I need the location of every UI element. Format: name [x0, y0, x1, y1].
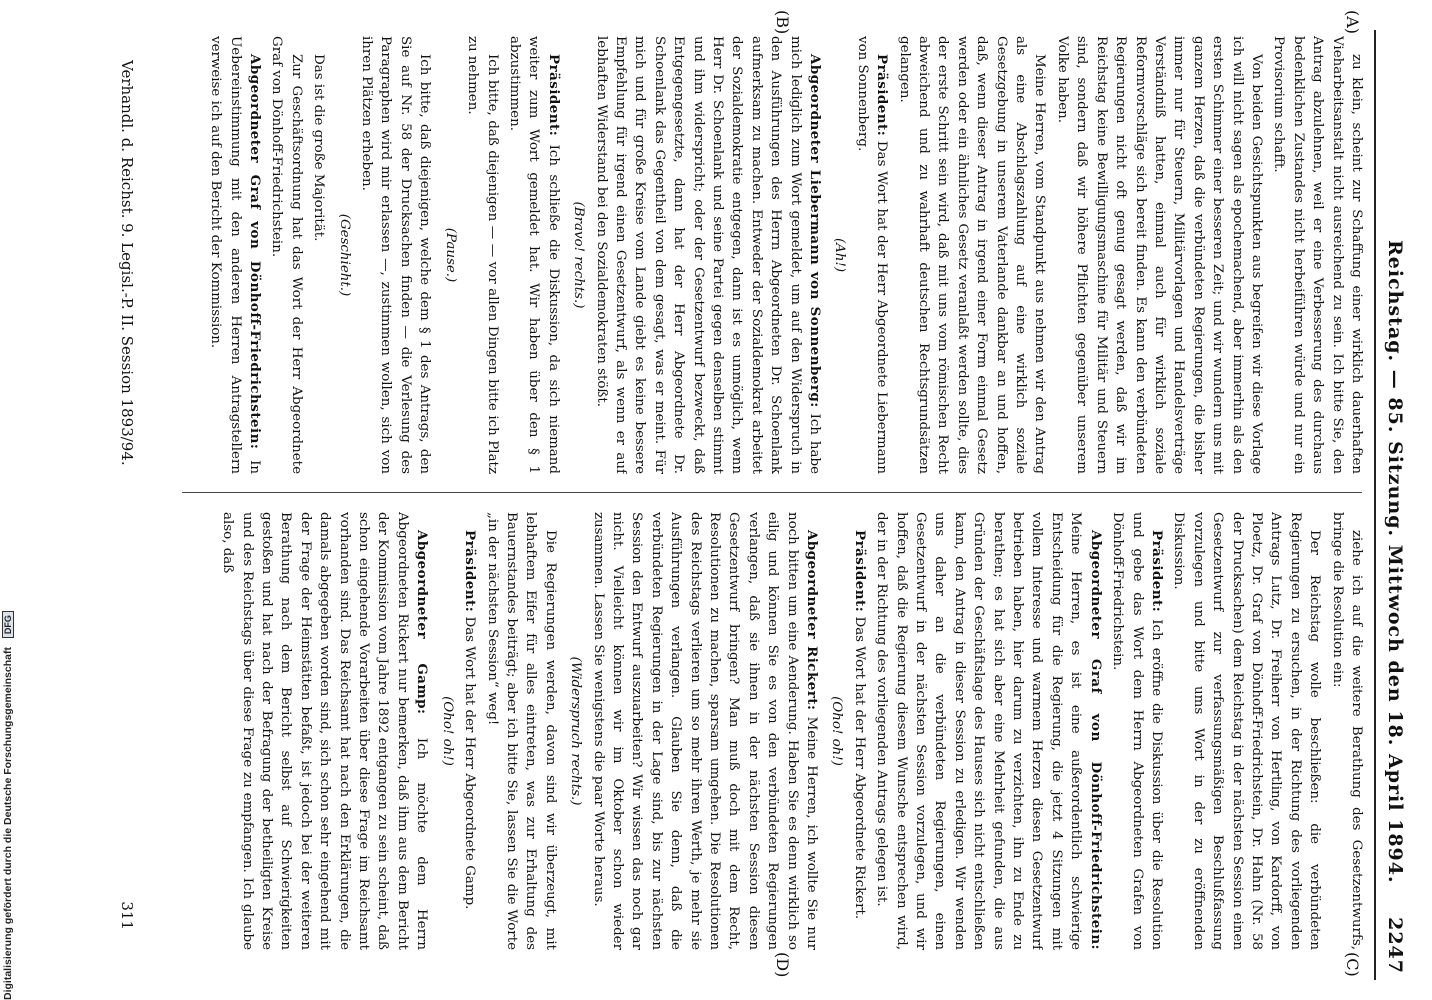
body-paragraph: Ich bitte, daß diejenigen — — vor allen Dingen bitte ich Platz zu nehmen. — [465, 36, 500, 474]
speech-text: Das Wort hat der Herr Abgeordnete Liebermann von Sonnenberg. — [854, 36, 890, 474]
speaker-name: Präsident: — [851, 530, 868, 613]
speech-text: Ich eröffne die Diskussion über die Resolution und gebe das Wort dem Herrn Abgeordneten Grafen von Dönhoff-Friedrichstein. — [1110, 512, 1164, 950]
speech-paragraph — [588, 512, 821, 950]
speaker-name: Abgeordneter Graf von Dönhoff-Friedrichstein: — [1087, 530, 1104, 950]
speech-paragraph — [872, 512, 1105, 950]
body-paragraph: Die Regierungen werden, davon sind wir überzeugt, mit lebhaftem Eifer für alles eintreten, was zur Erhaltung des Bauernstandes beiträgt; aber ich bitte Sie, lassen Sie die Worte „in der nächsten Session“ weg! — [484, 512, 558, 950]
body-paragraph: Meine Herren, vom Standpunkt aus nehmen wir den Antrag als eine Abschlagszahlung auf eine wirklich soziale Gesetzgebung in unserem Vaterlande dankbar an und hoffen, daß, wenn dieser Antrag in irgend einer Form einmal Gesetz werden oder ein ähnliches Gesetz veranlaßt werden sollte, dies der erste Schritt sein wird, daß mit uns vom römischen Recht abweichend und zu wahrhaft deutschen Rechtsgrundsätzen gelangen. — [896, 36, 1048, 474]
speech-text: Ich möchte dem Herrn Abgeordneten Rickert nur bemerken, daß ihm aus dem Bericht der Kommission vom Jahre 1892 entgangen zu sein scheint, daß schon eingehende Vorarbeiten über diese Frage im Reichsamt vorhanden sind. Das Reichsamt hat nach den Erklärungen, die damals abgegeben worden sind, sich schon sehr eingehend mit der Frage der Heimstätten befaßt, ist jedoch bei der weiteren Berathung nach dem Bericht selbst auf Schwierigkeiten gestoßen und hat nach der Befragung der betheiligten Kreise und des Reichstags über diese Frage zu empfangen. Ich glaube also, daß — [220, 512, 430, 950]
speaker-name: Präsident: — [1148, 530, 1165, 613]
speech-text: Das Wort hat der Herr Abgeordnete Gamp. — [462, 616, 478, 910]
margin-marker-d: (D) — [773, 952, 792, 978]
stage-direction: (Oho! oh!) — [829, 696, 845, 766]
speech-text: Das Wort hat der Herr Abgeordnete Rickert. — [851, 616, 867, 920]
footer-signature: 311 — [118, 901, 136, 930]
footer-source: Verhandl. d. Reichst. 9. Legisl.-P. II. Session 1893/94. — [118, 60, 136, 466]
stage-direction: (Geschieht.) — [336, 213, 352, 297]
body-paragraph: Ich bitte, daß diejenigen, welche dem § 1 des Antrags, den Sie auf Nr. 58 der Drucksachen finden — die Verlesung des Paragraphen wird mir erlassen —, zustimmen wollen, sich von ihren Plätzen erheben. — [359, 36, 433, 474]
speech-paragraph — [852, 36, 891, 474]
stage-direction: (Bravo! rechts.) — [571, 201, 587, 309]
credit-text: Digitalisierung gefördert durch die Deutsche Forschungsgemeinschaft — [2, 647, 14, 1000]
page-footer — [118, 60, 136, 940]
speech-text: In Uebereinstimmung mit den anderen Herren Antragstellern verweise ich auf den Bericht der Kommission. — [208, 36, 263, 474]
body-paragraph: Zur Geschäftsordnung hat das Wort der Herr Abgeordnete Graf von Dönhoff-Friedrichstein. — [269, 36, 304, 474]
stage-direction: (Oho! oh!) — [439, 696, 455, 766]
speaker-name: Abgeordneter Liebermann von Sonnenberg: — [807, 54, 824, 408]
scanned-page — [60, 0, 1432, 1000]
stage-direction: (Pause.) — [442, 227, 458, 283]
speech-paragraph — [460, 512, 479, 950]
digitalisation-credit — [2, 0, 20, 1000]
speech-text: Meine Herren, ich wollte Sie nur noch bitten um eine Aenderung. Haben Sie es denn wirklich so eilig und können Sie es von den verbündeten Regierungen verlangen, daß sie ihnen in der nächsten Session diesen Gesetzentwurf bringen? Man muß doch mit dem Recht, Resolutionen zu machen, sparsam umgehen. Die Resolutionen des Reichstags verlieren um so mehr ihren Werth, je mehr sie Ausführungen verlangen. Glauben Sie denn, daß die verbündeten Regierungen in der Lage sind, bis zur nächsten Session den Entwurf auszuarbeiten? Wir wissen das noch gar nicht. Vielleicht können wir im Oktober schon wieder zusammen. Lassen Sie wenigstens die paar Worte heraus. — [590, 512, 820, 950]
header-title: Reichstag. — 85. Sitzung. Mittwoch den 18. April 1894. — [1384, 240, 1406, 884]
left-column — [166, 36, 1366, 474]
stage-direction: (Widerspruch rechts.) — [568, 656, 584, 806]
speaker-name: Abgeordneter Rickert: — [804, 530, 821, 711]
speech-text: Ich habe mich lediglich zum Wort gemeldet, um auf den Widerspruch in den Ausführungen des Herrn Abgeordneten Dr. Schoenlank aufmerksam zu machen. Entweder der Sozialdemokrat arbeitet der Sozialdemokratie entgegen, dann ist es unmöglich, wenn Herr Dr. Schoenlank und seine Partei gegen denselben stimmt und ihm widerspricht; oder der Gesetzentwurf bezweckt, daß Entgegengesetzte, dann hat der Herr Abgeordnete Dr. Schoenlank das Gegentheil von dem gesagt, was er meint. Für mich und für große Kreise vom Lande giebt es keine bessere Empfehlung für irgend einen Gesetzentwurf, als wenn er auf lebhaften Widerstand bei den Sozialdemokraten stößt. — [593, 36, 823, 474]
speech-paragraph — [849, 512, 868, 950]
body-paragraph: ziehe ich auf die weitere Berathung des Gesetzentwurfs, bringe die Resolution ein: — [1329, 512, 1364, 950]
dfg-logo: DFG — [2, 611, 14, 638]
right-column — [166, 512, 1366, 950]
speech-paragraph — [206, 36, 264, 474]
page-number: 2247 — [1384, 917, 1406, 974]
margin-marker-a: (A) — [1343, 10, 1362, 35]
body-paragraph: Von beiden Gesichtspunkten aus begreifen wir diese Vorlage ich will nicht sagen als epochemachend, aber immerhin als den ersten Schimmer einer besseren Zeit; und wir wundern uns mit ganzem Herzen, daß die verbündeten Regierungen, die bisher immer nur für Steuern, Militärvorlagen und Handelsverträge Verständniß hatten, einmal auch für wirklich soziale Reformvorschläge sich bereit finden. Es kann den verbündeten Regierungen nicht oft genug gesagt werden, daß wir im Reichstag keine Bewilligungsmaschine für Militär und Steuern sind, sondern daß wir höhere Pflichten gegenüber unserem Volke haben. — [1054, 36, 1264, 474]
speech-text: Ich schließe die Diskussion, da sich niemand weiter zum Wort gemeldet hat. Wir haben über den § 1 abzustimmen. — [506, 36, 561, 474]
speech-paragraph — [218, 512, 431, 950]
speech-paragraph — [591, 36, 824, 474]
margin-marker-b: (B) — [773, 10, 792, 35]
body-paragraph: Das ist die große Majorität. — [311, 54, 327, 242]
speaker-name: Präsident: — [545, 54, 562, 137]
speaker-name: Abgeordneter Graf von Dönhoff-Friedrichstein: — [247, 54, 264, 450]
speech-paragraph — [505, 36, 563, 474]
margin-marker-c: (C) — [1343, 952, 1362, 977]
speaker-name: Präsident: — [462, 530, 479, 613]
speech-text: Meine Herren, es ist eine außerordentlich schwierige Entscheidung für die Regierung, die jetzt 4 Sitzungen mit vollem Interesse und warmem Herzen diesen Gesetzentwurf betrieben haben, hier darum zu verzichten, ihn zu Ende zu berathen; es hat sich aber eine Mehrheit gefunden, die aus Gründen der Geschäftslage des Hauses sich nicht entschließen kann, den Antrag in dieser Session zu erledigen. Wir wenden uns daher an die verbündeten Regierungen, einen Gesetzentwurf in der nächsten Session vorzulegen, und wir hoffen, daß die Regierung diesem Wunsche entsprechen wird, der in der Richtung des vorliegenden Antrags gelegen ist. — [874, 512, 1084, 950]
speech-paragraph — [1108, 512, 1166, 950]
page-header — [1374, 30, 1410, 980]
body-paragraph: Der Reichstag wolle beschließen: die verbündeten Regierungen zu ersuchen, in der Richtung des vorliegenden Antrags Lutz, Dr. Freiherr von Hertling, von Kardorff, von Ploetz, Dr. Graf von Dönhoff-Friedrichstein, Dr. Hahn (Nr. 58 der Drucksachen) dem Reichstag in der nächsten Session einen Gesetzentwurf zur verfassungsmäßigen Beschlußfassung vorzulegen und bitte ums Wort in der zu eröffnenden Diskussion. — [1171, 512, 1323, 950]
column-divider — [182, 492, 1362, 493]
body-paragraph: zu klein, scheint zur Schaffung einer wirklich dauerhaften Vieharbeitsanstalt nicht ausreichend zu sein. Ich bitte Sie, den Antrag abzulehnen, weil er eine Verbesserung des durchaus bedenklichen Zustandes nicht herbeiführen würde und nur ein Provisorium schafft. — [1271, 36, 1364, 474]
speaker-name: Abgeordneter Gamp: — [414, 530, 431, 715]
stage-direction: (Ah!) — [832, 237, 848, 273]
speaker-name: Präsident: — [874, 54, 891, 137]
